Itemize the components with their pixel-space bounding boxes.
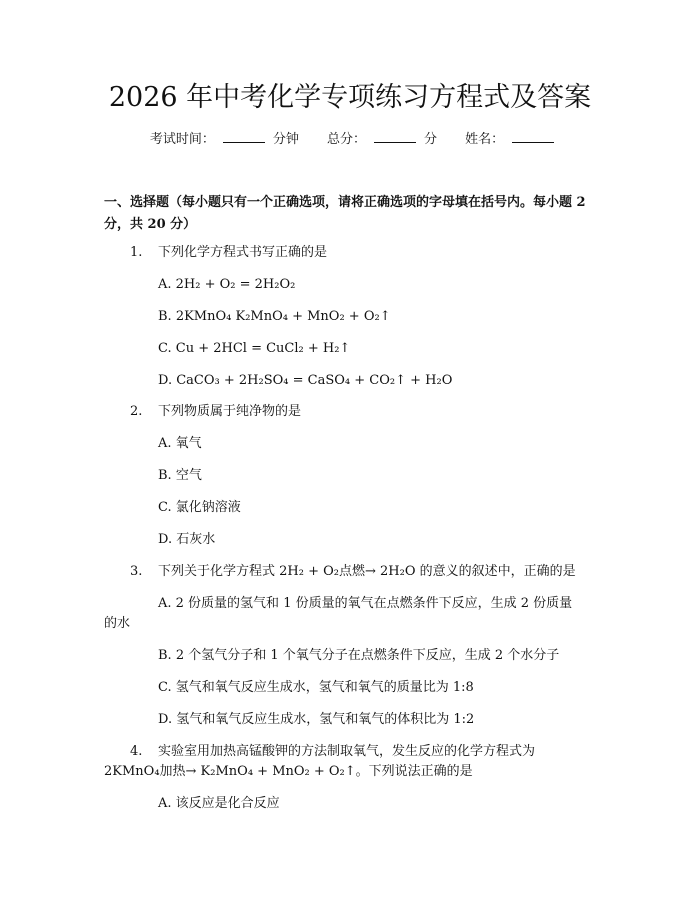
option-3a-continued: 的水 (104, 616, 131, 631)
option-1b[interactable]: B. 2KMnO₄ K₂MnO₄ + MnO₂ + O₂↑ (158, 309, 391, 324)
time-blank[interactable] (223, 130, 265, 143)
option-1d[interactable]: D. CaCO₃ + 2H₂SO₄ = CaSO₄ + CO₂↑ + H₂O (158, 373, 453, 388)
option-4a[interactable]: A. 该反应是化合反应 (158, 796, 280, 811)
question-stem: 实验室用加热高锰酸钾的方法制取氧气，发生反应的化学方程式为 (158, 744, 536, 759)
score-blank[interactable] (374, 130, 416, 143)
question-number: 3. (130, 564, 143, 579)
option-1a[interactable]: A. 2H₂ + O₂ = 2H₂O₂ (158, 277, 296, 292)
question-stem: 下列物质属于纯净物的是 (158, 404, 302, 419)
time-label: 考试时间： (149, 132, 215, 147)
time-unit: 分钟 (272, 132, 299, 147)
option-1c[interactable]: C. Cu + 2HCl = CuCl₂ + H₂↑ (158, 341, 351, 356)
question-number: 2. (130, 404, 143, 419)
option-2a[interactable]: A. 氧气 (158, 436, 202, 451)
score-field (321, 132, 443, 147)
name-field (459, 132, 556, 147)
score-label: 总分： (326, 132, 366, 147)
question-number: 4. (130, 744, 143, 759)
question-4-stem-continued: 2KMnO₄加热→ K₂MnO₄ + MnO₂ + O₂↑。下列说法正确的是 (104, 764, 473, 779)
question-3 (130, 562, 576, 582)
section-title: 一、选择题（每小题只有一个正确选项，请将正确选项的字母填在括号内。每小题 2 分，共 20 分） (104, 195, 586, 232)
score-unit: 分 (424, 132, 438, 147)
name-label: 姓名： (465, 132, 505, 147)
question-stem: 下列化学方程式书写正确的是 (158, 245, 328, 260)
name-blank[interactable] (512, 130, 554, 143)
option-3d[interactable]: D. 氢气和氧气反应生成水，氢气和氧气的体积比为 1:2 (158, 712, 475, 727)
exam-meta (0, 130, 700, 150)
option-3a[interactable]: A. 2 份质量的氢气和 1 份质量的氧气在点燃条件下反应，生成 2 份质量 (158, 596, 573, 611)
option-2c[interactable]: C. 氯化钠溶液 (158, 500, 241, 515)
time-field (144, 132, 305, 147)
question-stem: 下列关于化学方程式 2H₂ + O₂点燃→ 2H₂O 的意义的叙述中，正确的是 (158, 564, 576, 579)
option-3b[interactable]: B. 2 个氢气分子和 1 个氧气分子在点燃条件下反应，生成 2 个水分子 (158, 648, 560, 663)
option-3c[interactable]: C. 氢气和氧气反应生成水，氢气和氧气的质量比为 1:8 (158, 680, 474, 695)
question-2 (130, 402, 301, 422)
page-title: 2026 年中考化学专项练习方程式及答案 (108, 82, 592, 113)
question-4 (130, 742, 535, 762)
question-number: 1. (130, 245, 143, 260)
question-1 (130, 243, 327, 263)
option-2d[interactable]: D. 石灰水 (158, 532, 216, 547)
option-2b[interactable]: B. 空气 (158, 468, 202, 483)
